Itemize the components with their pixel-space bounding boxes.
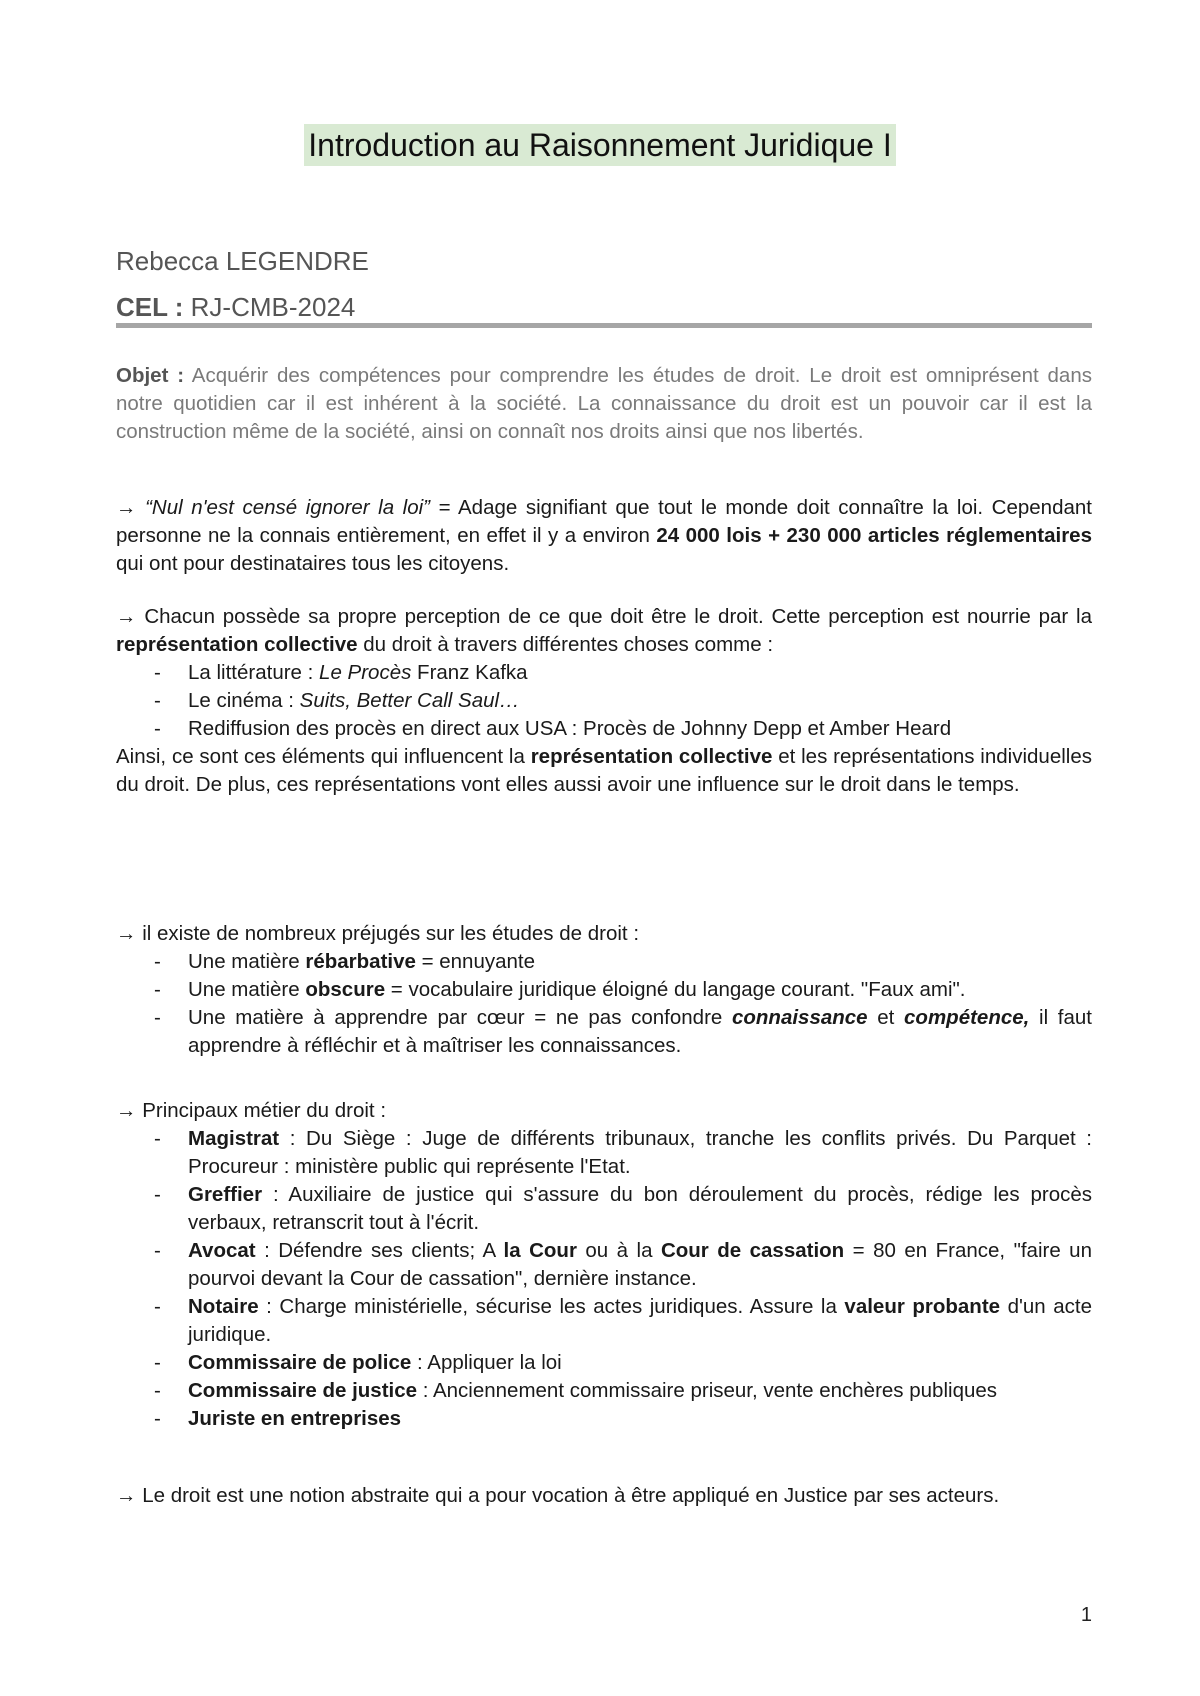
list-item <box>116 659 1092 687</box>
item-text: : Charge ministérielle, sécurise les actes juridiques. Assure la <box>258 1295 845 1318</box>
item-text: = vocabulaire juridique éloigné du langage courant. "Faux ami". <box>385 978 966 1001</box>
item-text: : Anciennement commissaire priseur, vente enchères publiques <box>417 1379 998 1402</box>
item-text: il faut apprendre à réfléchir et à maîtriser les connaissances. <box>188 1006 1092 1057</box>
item-text: : Appliquer la loi <box>411 1351 562 1374</box>
divider <box>116 323 1092 328</box>
prejuges-section <box>116 920 1092 1060</box>
metier-notaire <box>116 1293 1092 1349</box>
item-text: Le cinéma : <box>188 689 300 712</box>
objet-paragraph <box>116 362 1092 446</box>
item-bold: Avocat <box>188 1239 256 1262</box>
metier-magistrat <box>116 1125 1092 1181</box>
conclusion-paragraph: → Le droit est une notion abstraite qui a pour vocation à être appliqué en Justice par ses acteurs. <box>116 1484 1000 1507</box>
item-bold-italic: connaissance <box>731 1006 868 1029</box>
adage-bold: 24 000 lois + 230 000 articles réglementaires <box>656 524 1092 547</box>
document-title: Introduction au Raisonnement Juridique I <box>304 124 895 166</box>
prejuges-intro: → il existe de nombreux préjugés sur les études de droit : <box>116 922 640 945</box>
title-block <box>0 124 1200 166</box>
item-text: Rediffusion des procès en direct aux USA : Procès de Johnny Depp et Amber Heard <box>188 717 952 740</box>
item-text: et <box>867 1006 905 1029</box>
item-text: d'un acte juridique. <box>188 1295 1092 1346</box>
item-suffix: Franz Kafka <box>411 661 528 684</box>
item-text: Une matière à apprendre par cœur = ne pas confondre <box>188 1006 732 1029</box>
page-number: 1 <box>1080 1604 1092 1626</box>
perception-text-1: → Chacun possède sa propre perception de ce que doit être le droit. Cette perception est nourrie par la <box>116 605 1092 628</box>
item-bold: Commissaire de police <box>188 1351 412 1374</box>
item-bold: Magistrat <box>188 1127 280 1150</box>
cel-value: RJ-CMB-2024 <box>190 292 356 322</box>
objet-text: Acquérir des compétences pour comprendre les études de droit. Le droit est omniprésent dans notre quotidien car il est inhérent à la société. La connaissance du droit est un pouvoir car il est la construction même de la société, ainsi on connaît nos droits ainsi que nos libertés. <box>116 364 1092 443</box>
item-bold: Greffier <box>188 1183 263 1206</box>
adage-quote: “Nul n'est censé ignorer la loi” <box>145 496 431 519</box>
prejuges-list <box>116 948 1092 1060</box>
adage-paragraph <box>116 494 1092 578</box>
item-text: Une matière <box>188 950 306 973</box>
item-italic: Le Procès <box>319 661 412 684</box>
cel-label: CEL : <box>116 292 184 322</box>
perception-conclusion <box>116 743 1092 799</box>
item-bold: Cour de cassation <box>660 1239 845 1262</box>
objet-label: Objet : <box>116 364 185 387</box>
list-item <box>116 948 1092 976</box>
item-bold: valeur probante <box>844 1295 1001 1318</box>
list-item <box>116 1004 1092 1060</box>
perception-list <box>116 659 1092 743</box>
item-bold: la Cour <box>503 1239 577 1262</box>
metiers-list <box>116 1125 1092 1433</box>
after-text-1: Ainsi, ce sont ces éléments qui influencent la <box>116 745 531 768</box>
adage-text-1: = Adage signifiant que tout le monde doit connaître la loi. Cependant personne ne la connais entièrement, en effet il y a environ <box>116 496 1092 547</box>
item-bold: Commissaire de justice <box>188 1379 418 1402</box>
item-bold: obscure <box>305 978 386 1001</box>
metier-avocat <box>116 1237 1092 1293</box>
item-text: ou à la <box>576 1239 661 1262</box>
list-item <box>116 976 1092 1004</box>
author-name: Rebecca LEGENDRE <box>116 246 369 276</box>
perception-section <box>116 603 1092 799</box>
list-item <box>116 715 1092 743</box>
item-text: : Auxiliaire de justice qui s'assure du bon déroulement du procès, rédige les procès verbaux, retranscrit tout à l'écrit. <box>188 1183 1092 1234</box>
perception-bold: représentation collective <box>116 633 358 656</box>
after-text-2: et les représentations individuelles du droit. De plus, ces représentations vont elles aussi avoir une influence sur le droit dans le temps. <box>116 745 1092 796</box>
list-item <box>116 687 1092 715</box>
item-italic: Suits, Better Call Saul… <box>299 689 520 712</box>
metier-commissaire-police <box>116 1349 1092 1377</box>
metiers-intro: → Principaux métier du droit : <box>116 1099 387 1122</box>
item-bold: Notaire <box>188 1295 259 1318</box>
item-bold-italic: compétence, <box>904 1006 1030 1029</box>
perception-intro <box>116 603 1092 659</box>
metier-commissaire-justice <box>116 1377 1092 1405</box>
item-text: La littérature : <box>188 661 320 684</box>
perception-text-2: du droit à travers différentes choses comme : <box>357 633 774 656</box>
item-bold: rébarbative <box>305 950 416 973</box>
metiers-section <box>116 1097 1092 1433</box>
item-bold: Juriste en entreprises <box>188 1407 402 1430</box>
item-text: = ennuyante <box>415 950 536 973</box>
after-bold: représentation collective <box>530 745 773 768</box>
cel-line <box>116 292 355 323</box>
metier-juriste <box>116 1405 1092 1433</box>
item-text: = 80 en France, "faire un pourvoi devant la Cour de cassation", dernière instance. <box>188 1239 1092 1290</box>
adage-text-2: qui ont pour destinataires tous les citoyens. <box>116 552 510 575</box>
item-text: : Du Siège : Juge de différents tribunaux, tranche les conflits privés. Du Parquet : Procureur : ministère public qui représente l'Etat. <box>188 1127 1092 1178</box>
item-text: Une matière <box>188 978 306 1001</box>
item-text: : Défendre ses clients; A <box>255 1239 504 1262</box>
metier-greffier <box>116 1181 1092 1237</box>
arrow-icon: → <box>116 496 137 519</box>
